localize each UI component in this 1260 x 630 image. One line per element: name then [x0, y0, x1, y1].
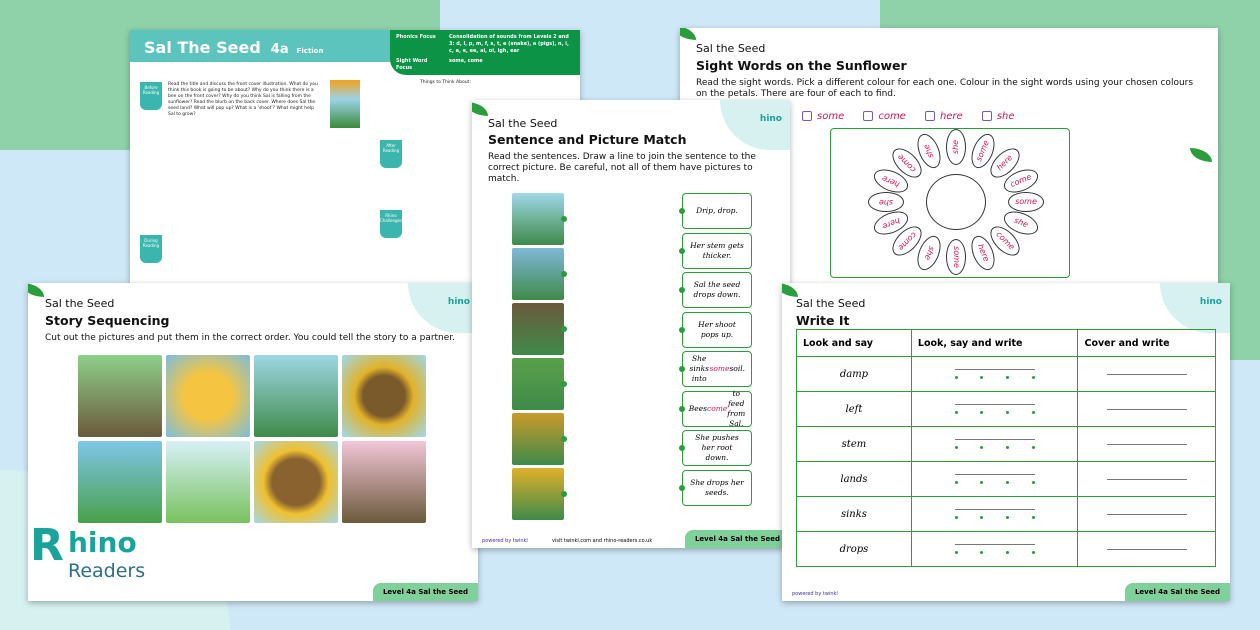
word-checklist [802, 106, 1029, 125]
match-picture [512, 303, 564, 355]
connector-dot[interactable] [561, 326, 567, 332]
connector-dot[interactable] [561, 271, 567, 277]
cover-write-cell[interactable] [1078, 357, 1216, 392]
tagline: visit twinkl.com and rhino-readers.co.uk [552, 538, 653, 544]
petal[interactable]: here [967, 232, 999, 273]
table-row [797, 357, 1216, 392]
phonics-text: Consolidation of sounds from Levels 2 and 3: d, l, p, m, f, s, t, e (snake), a (pigs), n, i, c, a, e, ee, ai, oi, igh, ear [449, 34, 569, 54]
story-picture[interactable] [254, 441, 338, 523]
table-row [797, 392, 1216, 427]
connector-dot[interactable] [679, 445, 685, 451]
rhino-logo-icon: R [30, 520, 64, 571]
leaf-icon [680, 28, 696, 40]
petal[interactable]: here [871, 207, 912, 239]
story-picture[interactable] [254, 355, 338, 437]
word: drops [797, 532, 912, 567]
word-checkbox[interactable]: here [925, 111, 963, 122]
sunflower-diagram [830, 128, 1070, 278]
footer-level-tab: Level 4a Sal the Seed [1125, 583, 1230, 601]
sentence-card[interactable]: She drops her seeds. [682, 470, 752, 506]
story-picture[interactable] [342, 441, 426, 523]
subtitle: Sal the Seed [696, 42, 766, 55]
cover-write-cell[interactable] [1078, 497, 1216, 532]
petal[interactable]: come [887, 221, 927, 261]
sentence-card[interactable]: Drip, drop. [682, 193, 752, 229]
story-picture[interactable] [166, 441, 250, 523]
leaf-icon [1190, 148, 1212, 162]
petal[interactable]: she [1000, 207, 1041, 239]
think-title: Things to Think About: [420, 80, 471, 85]
write-cell[interactable] [911, 532, 1078, 567]
petal[interactable]: she [913, 232, 945, 273]
leaf-icon [28, 283, 44, 297]
column-header: Look, say and write [911, 330, 1078, 357]
page-title: Write It [796, 313, 850, 328]
story-picture[interactable] [342, 355, 426, 437]
book-cover-image [330, 80, 360, 128]
word: stem [797, 427, 912, 462]
word: left [797, 392, 912, 427]
page-title: Sentence and Picture Match [488, 132, 687, 147]
table-row [797, 497, 1216, 532]
petal[interactable]: here [871, 165, 912, 197]
word-checkbox[interactable]: come [863, 111, 906, 122]
write-cell[interactable] [911, 427, 1078, 462]
logo-text: Readers [68, 560, 146, 582]
section-icon: During Reading [140, 235, 162, 263]
sentence-card[interactable]: Her stem gets thicker. [682, 233, 752, 269]
connector-dot[interactable] [679, 248, 685, 254]
level: 4a [270, 42, 289, 57]
logo-text: hino [68, 526, 137, 559]
flower-center [926, 174, 986, 230]
match-picture [512, 358, 564, 410]
petal[interactable]: some [1008, 192, 1044, 212]
subtitle: Sal the Seed [488, 117, 558, 130]
petal[interactable]: some [946, 239, 966, 275]
rhino-readers-logo: hino [720, 100, 790, 150]
connector-dot[interactable] [679, 327, 685, 333]
connector-dot[interactable] [679, 208, 685, 214]
petal[interactable]: she [913, 131, 945, 172]
match-picture [512, 468, 564, 520]
connector-dot[interactable] [679, 406, 685, 412]
section-icon: After Reading [380, 140, 402, 168]
cover-write-cell[interactable] [1078, 462, 1216, 497]
instructions: Cut out the pictures and put them in the correct order. You could tell the story to a partner. [45, 333, 456, 343]
petal[interactable]: she [868, 192, 904, 212]
connector-dot[interactable] [679, 366, 685, 372]
petal[interactable]: some [967, 131, 999, 172]
connector-dot[interactable] [679, 287, 685, 293]
match-picture [512, 248, 564, 300]
word-checkbox[interactable]: some [802, 111, 844, 122]
connector-dot[interactable] [561, 436, 567, 442]
genre: Fiction [296, 47, 324, 55]
rhino-readers-logo: hino [408, 283, 478, 333]
column-header: Cover and write [1078, 330, 1216, 357]
sight-label: Sight Word Focus [396, 58, 428, 71]
write-cell[interactable] [911, 357, 1078, 392]
powered-by: powered by twinkl [792, 591, 838, 597]
leaf-icon [782, 283, 798, 297]
write-it-page [782, 283, 1230, 601]
instructions: Read the sight words. Pick a different colour for each one. Colour in the sight words using your chosen colours on the petals. There are four of each to find. [696, 78, 1194, 99]
page-title [144, 38, 323, 57]
section-icon: Rhino Challenges [380, 210, 402, 238]
petal[interactable]: come [887, 143, 927, 183]
story-picture[interactable] [166, 355, 250, 437]
match-picture [512, 193, 564, 245]
write-cell[interactable] [911, 497, 1078, 532]
sentence-match-page [472, 100, 790, 548]
word-checkbox[interactable]: she [982, 111, 1015, 122]
page-title: Story Sequencing [45, 313, 170, 328]
connector-dot[interactable] [561, 381, 567, 387]
picture-grid [78, 355, 426, 523]
footer-level-tab: Level 4a Sal the Seed [373, 583, 478, 601]
match-picture [512, 413, 564, 465]
cover-write-cell[interactable] [1078, 392, 1216, 427]
before-reading-text: Read the title and discuss the front cover illustration. What do you think this book is going to be about? Why do you think there is a bee on the front cover? Why do you think Sal is falling from the sunflower? Read the blurb on the back cover. Where does Sal the seed land? What will pop up? What is a 'shoot'? What might help Sal to grow? [168, 82, 318, 117]
sentence-card[interactable]: She pushes her root down. [682, 430, 752, 466]
subtitle: Sal the Seed [796, 297, 866, 310]
section-icon: Before Reading [140, 82, 162, 110]
table-row [797, 462, 1216, 497]
table-row [797, 532, 1216, 567]
connector-dot[interactable] [561, 491, 567, 497]
sentence-card[interactable]: Bees come to feed from Sal. [682, 391, 752, 427]
write-cell[interactable] [911, 392, 1078, 427]
rhino-readers-logo [30, 520, 200, 590]
write-cell[interactable] [911, 462, 1078, 497]
footer-level-tab: Level 4a Sal the Seed [685, 530, 790, 548]
petal[interactable]: she [946, 129, 966, 165]
sentence-card[interactable]: She sinks into some soil. [682, 351, 752, 387]
instructions: Read the sentences. Draw a line to join the sentence to the correct picture. Be careful, not all of them have pictures to match. [488, 152, 756, 184]
book-title: Sal The Seed [144, 38, 261, 57]
story-picture[interactable] [78, 441, 162, 523]
word: damp [797, 357, 912, 392]
page-title: Sight Words on the Sunflower [696, 58, 907, 73]
word: lands [797, 462, 912, 497]
connector-dot[interactable] [561, 216, 567, 222]
petal[interactable]: come [1000, 165, 1041, 197]
cover-write-cell[interactable] [1078, 532, 1216, 567]
sight-text: some, come [449, 58, 483, 64]
focus-panel [390, 30, 580, 75]
table-row [797, 427, 1216, 462]
sentence-card[interactable]: Her shoot pops up. [682, 312, 752, 348]
leaf-icon [472, 102, 488, 116]
powered-by: powered by twinkl [482, 538, 528, 544]
write-table [796, 329, 1216, 567]
cover-write-cell[interactable] [1078, 427, 1216, 462]
rhino-readers-logo: hino [1160, 283, 1230, 333]
subtitle: Sal the Seed [45, 297, 115, 310]
word: sinks [797, 497, 912, 532]
sentence-card[interactable]: Sal the seed drops down. [682, 272, 752, 308]
phonics-label: Phonics Focus [396, 34, 436, 40]
petal[interactable]: come [986, 221, 1026, 261]
story-picture[interactable] [78, 355, 162, 437]
connector-dot[interactable] [679, 485, 685, 491]
column-header: Look and say [797, 330, 912, 357]
petal[interactable]: here [986, 143, 1026, 183]
